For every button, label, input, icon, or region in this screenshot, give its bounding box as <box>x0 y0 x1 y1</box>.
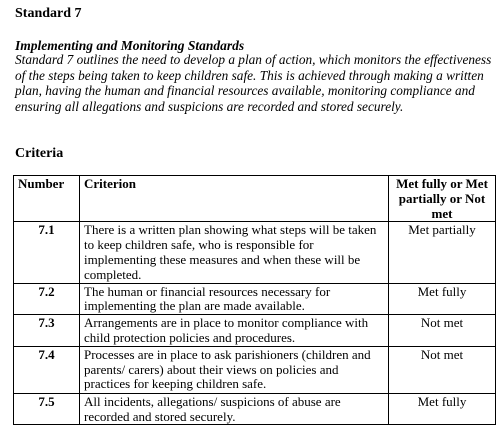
table-row <box>14 315 496 347</box>
header-criterion: Criterion <box>80 176 389 222</box>
table-row <box>14 283 496 315</box>
standard-title: Standard 7 <box>15 6 82 21</box>
table-row <box>14 222 496 283</box>
criteria-heading: Criteria <box>15 146 64 161</box>
row-criterion: All incidents, allegations/ suspicions of abuse are recorded and stored securely. <box>80 393 389 425</box>
section-heading: Implementing and Monitoring Standards <box>15 38 245 53</box>
row-number: 7.5 <box>14 393 80 425</box>
header-met-status: Met fully or Met partially or Not met <box>389 176 496 222</box>
row-met-status: Not met <box>389 315 496 347</box>
row-number: 7.4 <box>14 346 80 393</box>
row-met-status: Met fully <box>389 283 496 315</box>
row-number: 7.1 <box>14 222 80 283</box>
row-met-status: Met fully <box>389 393 496 425</box>
row-criterion: Processes are in place to ask parishioners (children and parents/ carers) about their views on policies and practices for keeping children safe. <box>80 346 389 393</box>
header-number: Number <box>14 176 80 222</box>
row-met-status: Not met <box>389 346 496 393</box>
row-number: 7.3 <box>14 315 80 347</box>
row-criterion: The human or financial resources necessary for implementing the plan are made available. <box>80 283 389 315</box>
section-description: Standard 7 outlines the need to develop a plan of action, which monitors the effectiveness of the steps being taken to keep children safe. This is achieved through making a written plan, having the human and financial resources available, monitoring compliance and ensuring all allegations and suspicions are recorded and stored securely. <box>15 52 492 114</box>
table-row <box>14 346 496 393</box>
row-criterion: There is a written plan showing what steps will be taken to keep children safe, who is responsible for implementing these measures and when these will be completed. <box>80 222 389 283</box>
row-number: 7.2 <box>14 283 80 315</box>
criteria-table <box>13 175 496 425</box>
row-met-status: Met partially <box>389 222 496 283</box>
row-criterion: Arrangements are in place to monitor compliance with child protection policies and procedures. <box>80 315 389 347</box>
table-row <box>14 393 496 425</box>
table-header-row <box>14 176 496 222</box>
